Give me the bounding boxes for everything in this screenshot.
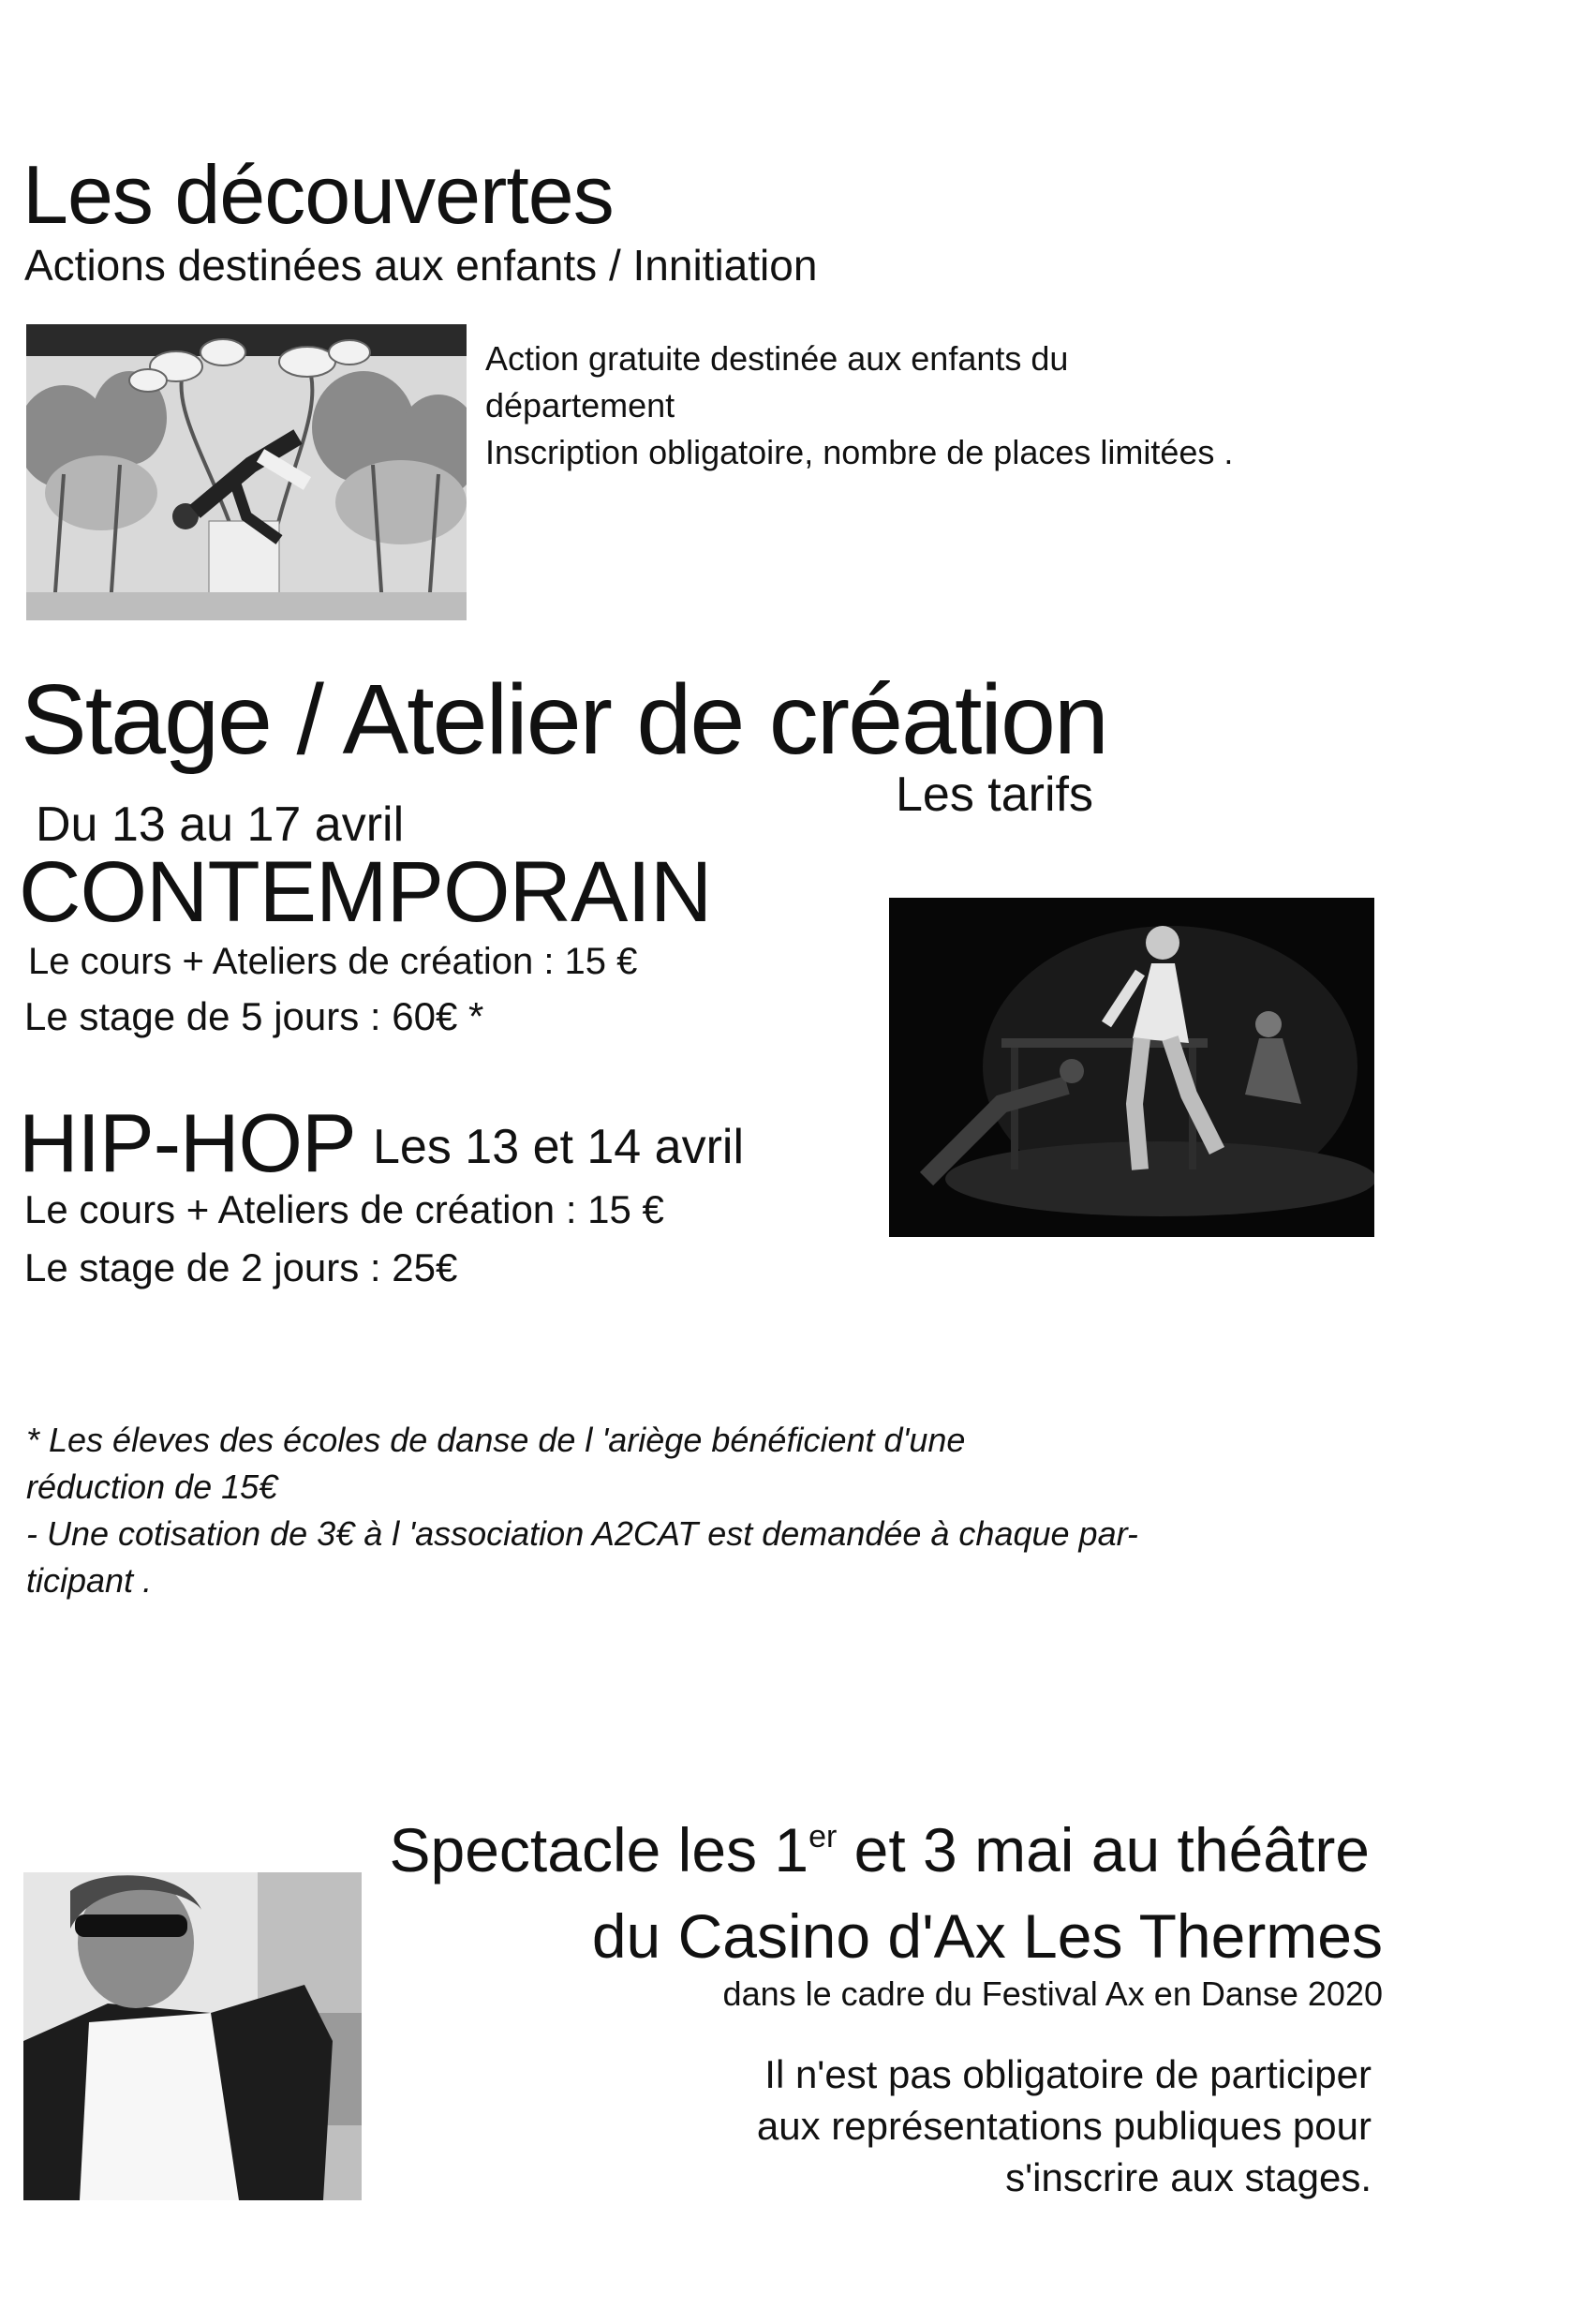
footnote-line: ticipant . (26, 1561, 153, 1600)
footnote-line: - Une cotisation de 3€ à l 'association A2CAT est demandée à chaque par- (26, 1514, 1138, 1553)
photo-children-dance (26, 324, 467, 620)
contemporain-price-course: Le cours + Ateliers de création : 15 € (28, 941, 638, 982)
spectacle-title-line1 (389, 1816, 1370, 1885)
description-line: Action gratuite destinée aux enfants du (485, 339, 1069, 378)
contemporain-price-stage: Le stage de 5 jours : 60€ * (24, 994, 484, 1038)
contemporain-dates: Du 13 au 17 avril (36, 797, 405, 852)
spectacle-note-line: s'inscrire aux stages. (1005, 2155, 1372, 2199)
section-title-decouvertes: Les découvertes (22, 148, 614, 241)
spectacle-note-line: aux représentations publiques pour (756, 2104, 1372, 2148)
spectacle-title-sup: er (808, 1819, 838, 1855)
description-line: Inscription obligatoire, nombre de places limitées . (485, 433, 1234, 471)
hiphop-dates: Les 13 et 14 avril (373, 1120, 745, 1174)
photo-contemporary-dancers (889, 898, 1374, 1237)
spectacle-festival: dans le cadre du Festival Ax en Danse 2020 (722, 1974, 1383, 2013)
footnote-line: réduction de 15€ (26, 1467, 278, 1506)
hiphop-title: HIP-HOP (19, 1096, 356, 1189)
spectacle-title-part: et 3 mai au théâtre (837, 1815, 1370, 1885)
description-line: département (485, 386, 675, 425)
spectacle-note (757, 2048, 1372, 2203)
photo-dancer-portrait (23, 1872, 362, 2200)
section-title-stage: Stage / Atelier de création (21, 664, 1107, 775)
decouvertes-description (485, 335, 1233, 476)
contemporain-title: CONTEMPORAIN (19, 844, 712, 940)
spectacle-title-line2: du Casino d'Ax Les Thermes (591, 1901, 1383, 1971)
tarifs-label: Les tarifs (896, 767, 1093, 822)
hiphop-price-stage: Le stage de 2 jours : 25€ (24, 1245, 458, 1289)
hiphop-price-course: Le cours + Ateliers de création : 15 € (24, 1187, 664, 1231)
section-subtitle-decouvertes: Actions destinées aux enfants / Innitiation (24, 241, 818, 290)
spectacle-note-line: Il n'est pas obligatoire de participer (764, 2052, 1372, 2096)
footnotes (26, 1417, 1138, 1604)
footnote-line: * Les éleves des écoles de danse de l 'ariège bénéficient d'une (26, 1421, 966, 1459)
spectacle-title-part: Spectacle les 1 (389, 1815, 809, 1885)
